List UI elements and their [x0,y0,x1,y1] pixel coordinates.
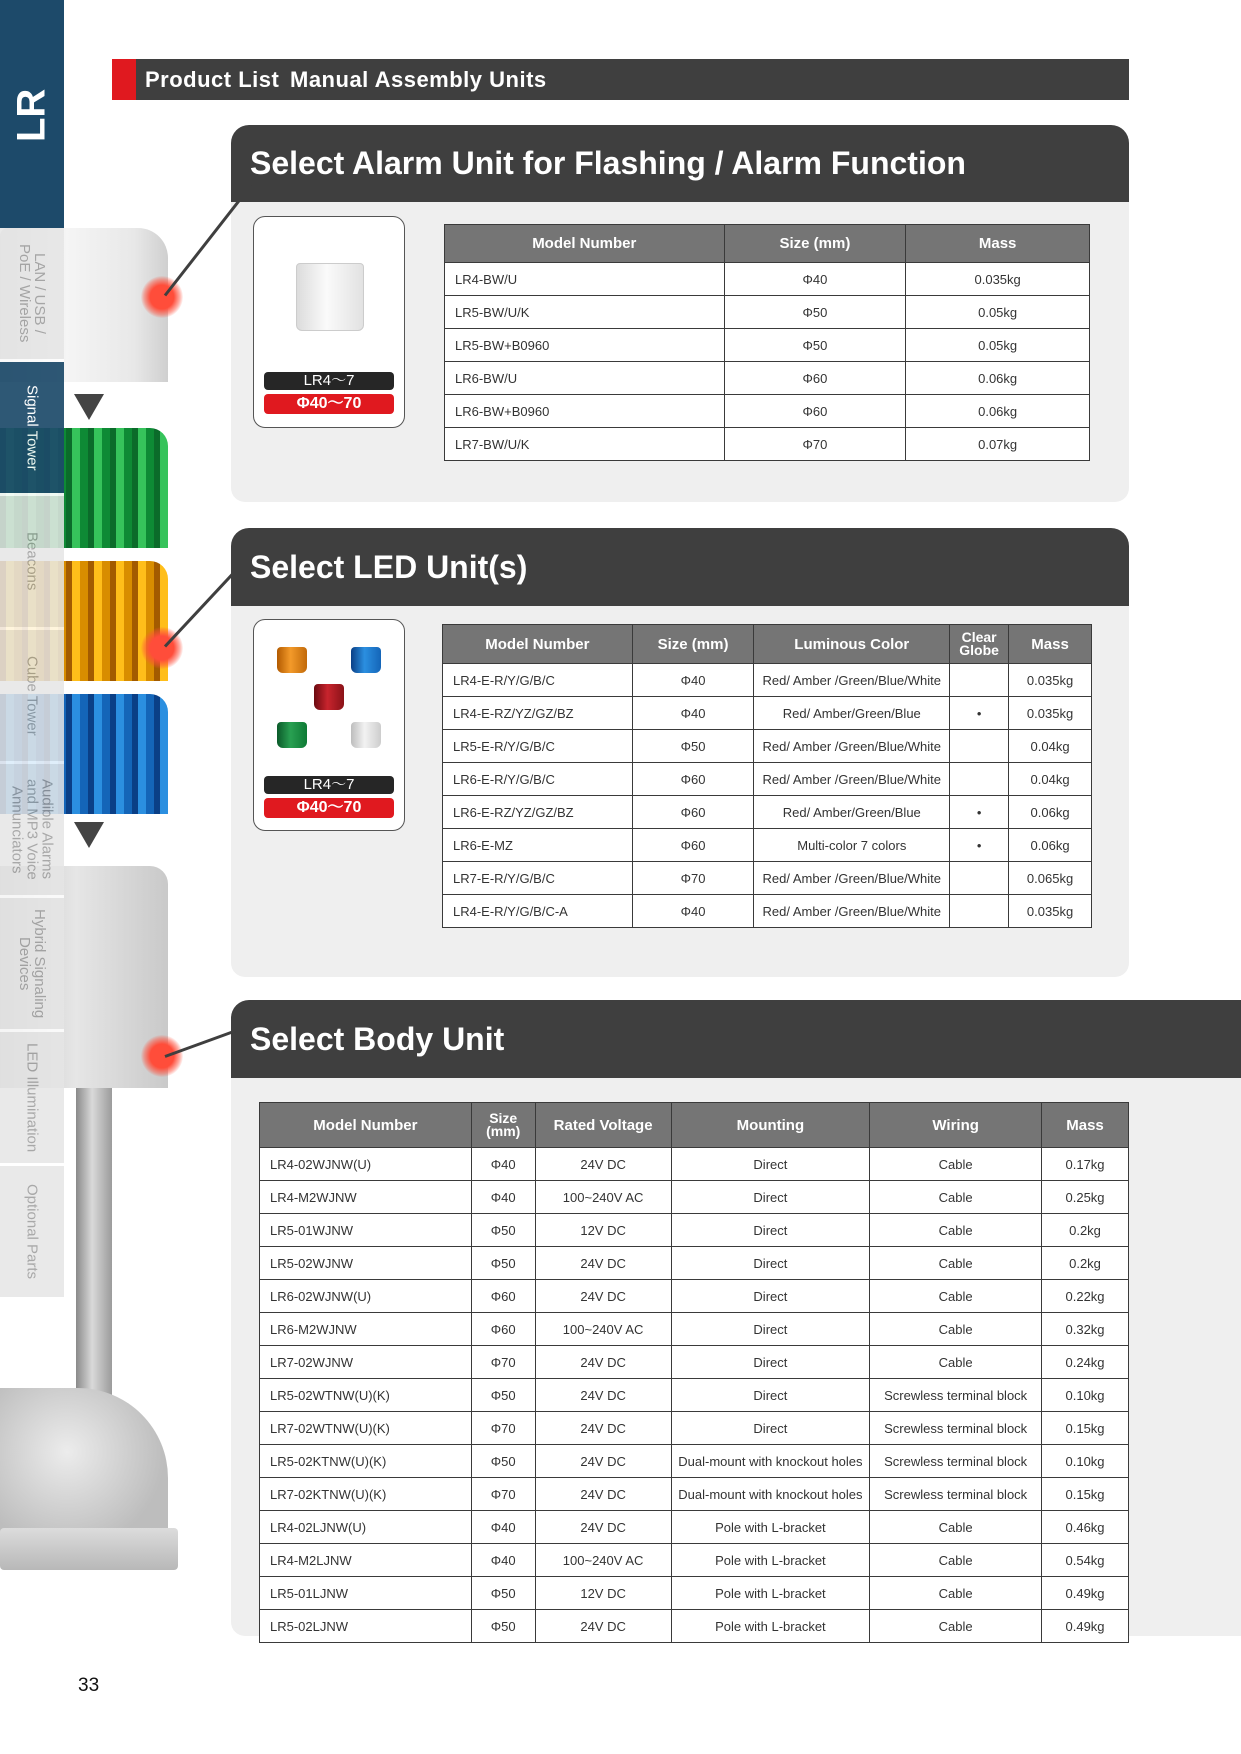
color-cell: Red/ Amber /Green/Blue/White [754,763,950,796]
page-number: 33 [78,1675,100,1696]
table-row [443,697,1092,730]
alarm-table [444,224,1090,461]
column-header: Model Number [443,625,633,664]
mass-cell: 0.035kg [1009,664,1092,697]
table-row [443,664,1092,697]
column-header: Mass [906,225,1090,263]
voltage-cell: 24V DC [535,1445,671,1478]
size-cell: Φ40 [471,1544,535,1577]
color-cell: Red/ Amber /Green/Blue/White [754,664,950,697]
mass-cell: 0.15kg [1042,1412,1129,1445]
voltage-cell: 24V DC [535,1478,671,1511]
brand-tab[interactable] [0,0,64,228]
table-row [260,1511,1129,1544]
mounting-cell: Pole with L-bracket [671,1610,870,1643]
model-cell: LR6-E-RZ/YZ/GZ/BZ [443,796,633,829]
brand-label: LR [9,88,54,142]
wiring-cell: Cable [870,1313,1042,1346]
size-cell: Φ50 [471,1610,535,1643]
mass-cell: 0.2kg [1042,1214,1129,1247]
mass-cell: 0.035kg [1009,895,1092,928]
table-row [260,1610,1129,1643]
clear-globe-cell [950,730,1009,763]
wiring-cell: Screwless terminal block [870,1445,1042,1478]
size-cell: Φ50 [471,1247,535,1280]
side-nav-item-optional-parts[interactable]: Optional Parts [0,1166,64,1300]
mass-cell: 0.15kg [1042,1478,1129,1511]
table-row [260,1214,1129,1247]
wiring-cell: Cable [870,1280,1042,1313]
mounting-cell: Direct [671,1181,870,1214]
led-table [442,624,1092,928]
color-cell: Red/ Amber /Green/Blue/White [754,862,950,895]
side-nav-item-cube-tower[interactable]: Cube Tower [0,630,64,764]
mass-cell: 0.25kg [1042,1181,1129,1214]
wiring-cell: Cable [870,1544,1042,1577]
column-header: Mass [1042,1103,1129,1148]
wiring-cell: Cable [870,1610,1042,1643]
mass-cell: 0.035kg [1009,697,1092,730]
model-cell: LR7-BW/U/K [445,428,725,461]
model-cell: LR7-02WJNW [260,1346,472,1379]
size-cell: Φ40 [471,1148,535,1181]
model-cell: LR7-02WTNW(U)(K) [260,1412,472,1445]
wiring-cell: Cable [870,1181,1042,1214]
model-cell: LR4-M2WJNW [260,1181,472,1214]
column-header: Rated Voltage [535,1103,671,1148]
model-cell: LR7-E-R/Y/G/B/C [443,862,633,895]
column-header: Size (mm) [724,225,906,263]
size-cell: Φ60 [632,796,754,829]
voltage-cell: 24V DC [535,1412,671,1445]
mounting-cell: Direct [671,1280,870,1313]
led-section-title: Select LED Unit(s) [231,528,1129,606]
mounting-cell: Dual-mount with knockout holes [671,1445,870,1478]
card-model-label: LR4～7 [264,372,394,390]
voltage-cell: 24V DC [535,1148,671,1181]
mass-cell: 0.035kg [906,263,1090,296]
table-row [260,1445,1129,1478]
table-row [445,263,1090,296]
model-cell: LR6-02WJNW(U) [260,1280,472,1313]
wiring-cell: Cable [870,1577,1042,1610]
clear-globe-cell [950,862,1009,895]
model-cell: LR5-E-R/Y/G/B/C [443,730,633,763]
model-cell: LR4-E-RZ/YZ/GZ/BZ [443,697,633,730]
column-header: Mounting [671,1103,870,1148]
model-cell: LR5-BW+B0960 [445,329,725,362]
table-row [260,1148,1129,1181]
mass-cell: 0.05kg [906,296,1090,329]
mounting-cell: Pole with L-bracket [671,1511,870,1544]
body-table [259,1102,1129,1643]
table-row [445,362,1090,395]
mass-cell: 0.2kg [1042,1247,1129,1280]
size-cell: Φ40 [632,895,754,928]
size-cell: Φ50 [471,1214,535,1247]
table-row [260,1181,1129,1214]
side-nav-item-audible-alarms[interactable]: Audible Alarms and MP3 Voice Annunciators [0,764,64,898]
mass-cell: 0.24kg [1042,1346,1129,1379]
table-row [443,796,1092,829]
column-header: Size (mm) [471,1103,535,1148]
mass-cell: 0.22kg [1042,1280,1129,1313]
size-cell: Φ70 [471,1412,535,1445]
model-cell: LR5-01LJNW [260,1577,472,1610]
side-nav-item-beacons[interactable]: Beacons [0,496,64,630]
size-cell: Φ60 [632,829,754,862]
mass-cell: 0.49kg [1042,1610,1129,1643]
mass-cell: 0.46kg [1042,1511,1129,1544]
pointer-line [164,565,241,647]
column-header: Luminous Color [754,625,950,664]
table-row [260,1280,1129,1313]
alarm-section-title: Select Alarm Unit for Flashing / Alarm Function [231,125,1129,202]
model-cell: LR6-BW/U [445,362,725,395]
mass-cell: 0.05kg [906,329,1090,362]
model-cell: LR5-02WJNW [260,1247,472,1280]
model-cell: LR5-02WTNW(U)(K) [260,1379,472,1412]
arrow-down-icon [74,394,104,420]
alarm-unit-card [253,216,405,428]
size-cell: Φ60 [471,1313,535,1346]
side-nav-item-lan-usb[interactable]: LAN / USB / PoE / Wireless [0,228,64,362]
mass-cell: 0.10kg [1042,1445,1129,1478]
mounting-cell: Pole with L-bracket [671,1577,870,1610]
color-cell: Red/ Amber/Green/Blue [754,697,950,730]
model-cell: LR5-01WJNW [260,1214,472,1247]
mounting-cell: Direct [671,1412,870,1445]
color-cell: Red/ Amber /Green/Blue/White [754,895,950,928]
model-cell: LR6-BW+B0960 [445,395,725,428]
mass-cell: 0.07kg [906,428,1090,461]
size-cell: Φ60 [724,362,906,395]
voltage-cell: 100~240V AC [535,1544,671,1577]
table-row [445,329,1090,362]
table-row [443,730,1092,763]
model-cell: LR6-M2WJNW [260,1313,472,1346]
side-nav [0,228,64,1300]
size-cell: Φ70 [724,428,906,461]
clear-globe-cell: • [950,796,1009,829]
clear-globe-cell [950,763,1009,796]
led-unit-card [253,619,405,831]
table-row [260,1313,1129,1346]
tower-pole [76,1088,112,1428]
size-cell: Φ70 [471,1346,535,1379]
column-header: Model Number [445,225,725,263]
mounting-cell: Direct [671,1148,870,1181]
page-header [112,59,1129,100]
size-cell: Φ50 [471,1379,535,1412]
card-size-label: Φ40～70 [264,394,394,414]
voltage-cell: 100~240V AC [535,1313,671,1346]
voltage-cell: 12V DC [535,1214,671,1247]
tower-base [0,1388,168,1548]
red-led-image [314,684,344,710]
model-cell: LR4-E-R/Y/G/B/C [443,664,633,697]
model-cell: LR5-BW/U/K [445,296,725,329]
table-row [260,1379,1129,1412]
voltage-cell: 24V DC [535,1346,671,1379]
mass-cell: 0.04kg [1009,763,1092,796]
mass-cell: 0.10kg [1042,1379,1129,1412]
side-nav-item-hybrid-signaling[interactable]: Hybrid Signaling Devices [0,898,64,1032]
clear-globe-cell: • [950,829,1009,862]
table-row [443,763,1092,796]
table-row [260,1544,1129,1577]
model-cell: LR4-02LJNW(U) [260,1511,472,1544]
model-cell: LR7-02KTNW(U)(K) [260,1478,472,1511]
model-cell: LR5-02LJNW [260,1610,472,1643]
model-cell: LR4-E-R/Y/G/B/C-A [443,895,633,928]
wiring-cell: Cable [870,1247,1042,1280]
size-cell: Φ70 [632,862,754,895]
mass-cell: 0.06kg [906,395,1090,428]
wiring-cell: Screwless terminal block [870,1412,1042,1445]
amber-led-image [277,647,307,673]
size-cell: Φ60 [471,1280,535,1313]
size-cell: Φ40 [471,1181,535,1214]
table-row [443,829,1092,862]
table-row [260,1247,1129,1280]
size-cell: Φ40 [632,697,754,730]
column-header: Wiring [870,1103,1042,1148]
card-model-label: LR4～7 [264,776,394,794]
color-cell: Multi-color 7 colors [754,829,950,862]
mass-cell: 0.54kg [1042,1544,1129,1577]
mass-cell: 0.06kg [1009,796,1092,829]
clear-globe-cell [950,664,1009,697]
model-cell: LR6-E-R/Y/G/B/C [443,763,633,796]
size-cell: Φ40 [632,664,754,697]
size-cell: Φ70 [471,1478,535,1511]
mass-cell: 0.065kg [1009,862,1092,895]
tower-foot [0,1528,178,1570]
voltage-cell: 24V DC [535,1511,671,1544]
header-subtitle: Manual Assembly Units [290,67,547,92]
voltage-cell: 24V DC [535,1379,671,1412]
table-row [445,395,1090,428]
mounting-cell: Dual-mount with knockout holes [671,1478,870,1511]
table-row [443,862,1092,895]
voltage-cell: 24V DC [535,1247,671,1280]
size-cell: Φ50 [471,1445,535,1478]
green-led-image [277,722,307,748]
table-row [445,296,1090,329]
mass-cell: 0.32kg [1042,1313,1129,1346]
size-cell: Φ40 [471,1511,535,1544]
column-header: Mass [1009,625,1092,664]
size-cell: Φ50 [724,329,906,362]
voltage-cell: 24V DC [535,1280,671,1313]
voltage-cell: 24V DC [535,1610,671,1643]
color-cell: Red/ Amber/Green/Blue [754,796,950,829]
table-row [260,1346,1129,1379]
wiring-cell: Cable [870,1511,1042,1544]
model-cell: LR5-02KTNW(U)(K) [260,1445,472,1478]
arrow-down-icon [74,822,104,848]
mass-cell: 0.06kg [1009,829,1092,862]
column-header: Size (mm) [632,625,754,664]
color-cell: Red/ Amber /Green/Blue/White [754,730,950,763]
white-led-image [351,722,381,748]
mounting-cell: Direct [671,1214,870,1247]
side-nav-item-led-illumination[interactable]: LED Illumination [0,1032,64,1166]
model-cell: LR4-02WJNW(U) [260,1148,472,1181]
table-row [443,895,1092,928]
header-accent [112,59,136,100]
column-header: Clear Globe [950,625,1009,664]
mass-cell: 0.04kg [1009,730,1092,763]
mounting-cell: Direct [671,1313,870,1346]
wiring-cell: Cable [870,1148,1042,1181]
blue-led-image [351,647,381,673]
size-cell: Φ50 [632,730,754,763]
table-row [260,1478,1129,1511]
mounting-cell: Direct [671,1379,870,1412]
wiring-cell: Screwless terminal block [870,1478,1042,1511]
wiring-cell: Cable [870,1214,1042,1247]
size-cell: Φ50 [471,1577,535,1610]
pointer-dot-icon [141,1035,183,1077]
size-cell: Φ50 [724,296,906,329]
header-title: Product List [145,67,280,92]
size-cell: Φ60 [724,395,906,428]
voltage-cell: 100~240V AC [535,1181,671,1214]
alarm-unit-image [296,263,364,331]
model-cell: LR4-M2LJNW [260,1544,472,1577]
mounting-cell: Direct [671,1247,870,1280]
clear-globe-cell [950,895,1009,928]
wiring-cell: Screwless terminal block [870,1379,1042,1412]
model-cell: LR4-BW/U [445,263,725,296]
card-size-label: Φ40～70 [264,798,394,818]
table-row [445,428,1090,461]
mounting-cell: Pole with L-bracket [671,1544,870,1577]
clear-globe-cell: • [950,697,1009,730]
mass-cell: 0.49kg [1042,1577,1129,1610]
mass-cell: 0.17kg [1042,1148,1129,1181]
column-header: Model Number [260,1103,472,1148]
mounting-cell: Direct [671,1346,870,1379]
side-nav-item-signal-tower[interactable]: Signal Tower [0,362,64,496]
mass-cell: 0.06kg [906,362,1090,395]
table-row [260,1412,1129,1445]
size-cell: Φ60 [632,763,754,796]
table-row [260,1577,1129,1610]
model-cell: LR6-E-MZ [443,829,633,862]
voltage-cell: 12V DC [535,1577,671,1610]
wiring-cell: Cable [870,1346,1042,1379]
body-section-title: Select Body Unit [231,1000,1241,1078]
size-cell: Φ40 [724,263,906,296]
